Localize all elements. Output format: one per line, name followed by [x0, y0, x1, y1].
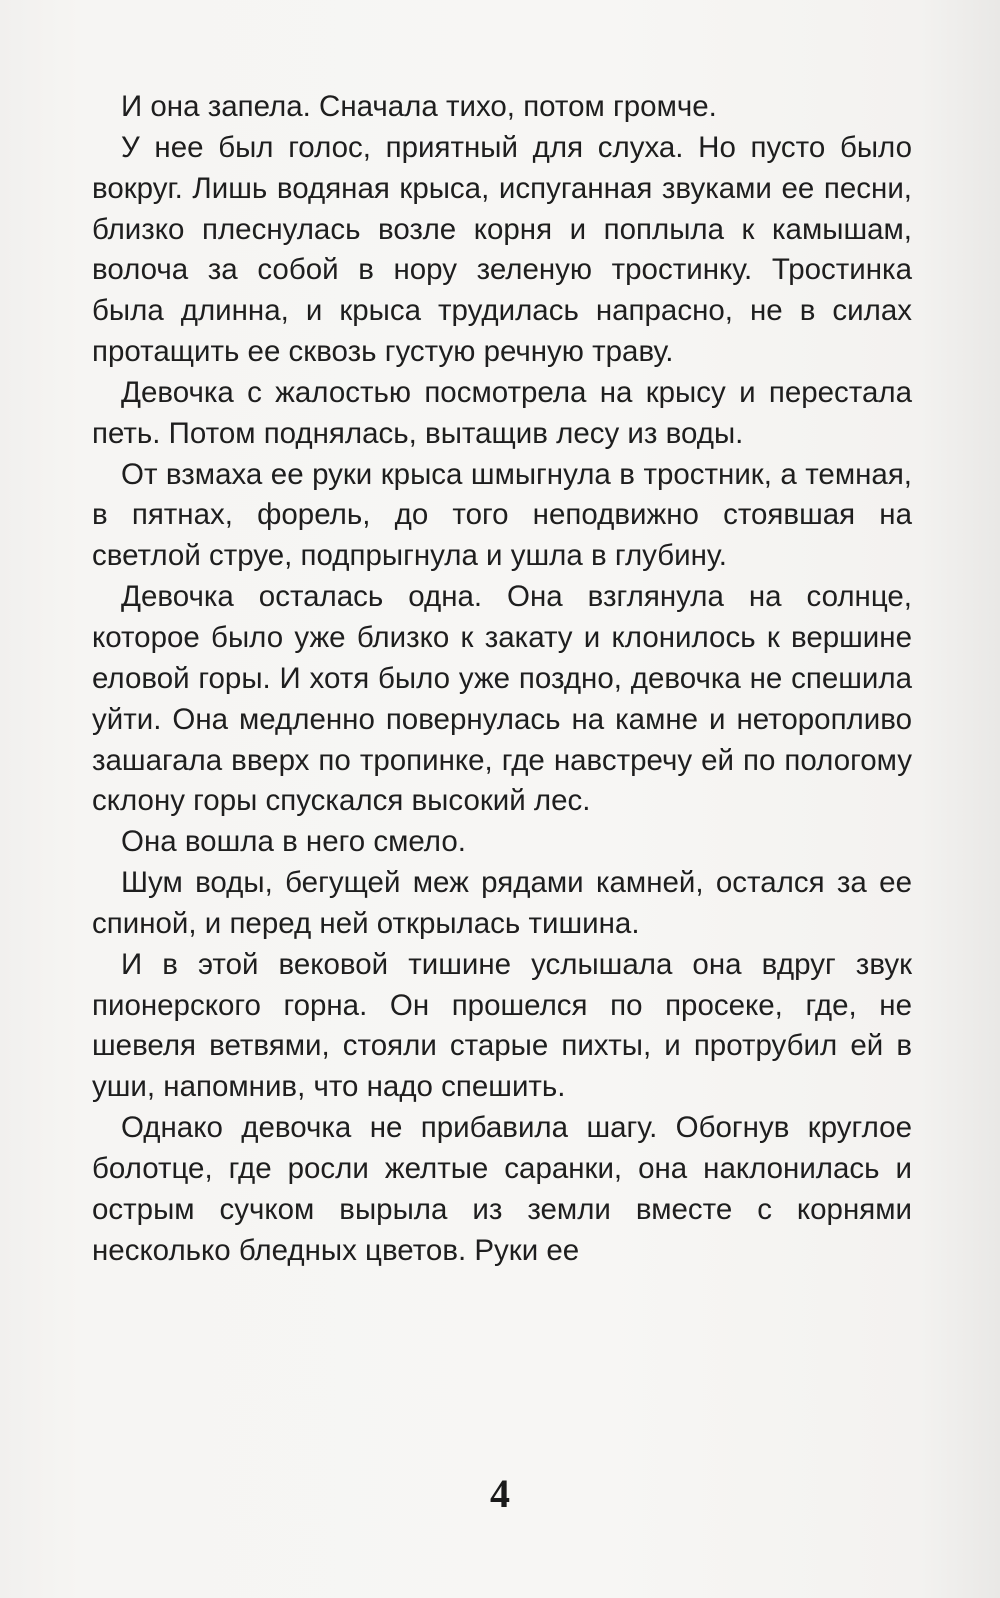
- paragraph-7: Шум воды, бегущей меж рядами камней, остался за ее спиной, и перед ней открылась тишина.: [92, 866, 912, 940]
- text-body: [92, 87, 912, 1271]
- paragraph-3: Девочка с жалостью посмотрела на крысу и перестала петь. Потом поднялась, вытащив лесу из воды.: [92, 375, 912, 450]
- paragraph-5: Девочка осталась одна. Она взглянула на солнце, которое было уже близко к закату и клонилось к вершине еловой горы. И хотя было уже поздно, девочка не спешила уйти. Она медленно повернулась на камне и неторопливо зашагала вверх по тропинке, где навстречу ей по пологому склону горы спускался высокий лес.: [92, 580, 912, 818]
- paragraph-4: От взмаха ее руки крыса шмыгнула в тростник, а темная, в пятнах, форель, до того неподвижно стоявшая на светлой струе, подпрыгнула и ушла в глубину.: [92, 457, 912, 573]
- paragraph-8: И в этой вековой тишине услышала она вдруг звук пионерского горна. Он прошелся по просеке, где, не шевеля ветвями, стояли старые пихты, и протрубил ей в уши, напомнив, что надо спешить.: [92, 947, 912, 1104]
- paragraph-2: У нее был голос, приятный для слуха. Но пусто было вокруг. Лишь водяная крыса, испуганная звуками ее песни, близко плеснулась возле корня и поплыла к камышам, волоча за собой в нору зеленую тростинку. Тростинка была длинна, и крыса трудилась напрасно, не в силах протащить ее сквозь густую речную траву.: [92, 130, 912, 369]
- page-number: 4: [490, 1471, 510, 1516]
- paragraph-1: И она запела. Сначала тихо, потом громче.: [121, 90, 717, 123]
- paragraph-9: Однако девочка не прибавила шагу. Обогнув круглое болотце, где росли желтые саранки, она наклонилась и острым сучком вырыла из земли вместе с корнями несколько бледных цветов. Руки ее: [92, 1111, 912, 1267]
- paragraph-6: Она вошла в него смело.: [121, 825, 466, 859]
